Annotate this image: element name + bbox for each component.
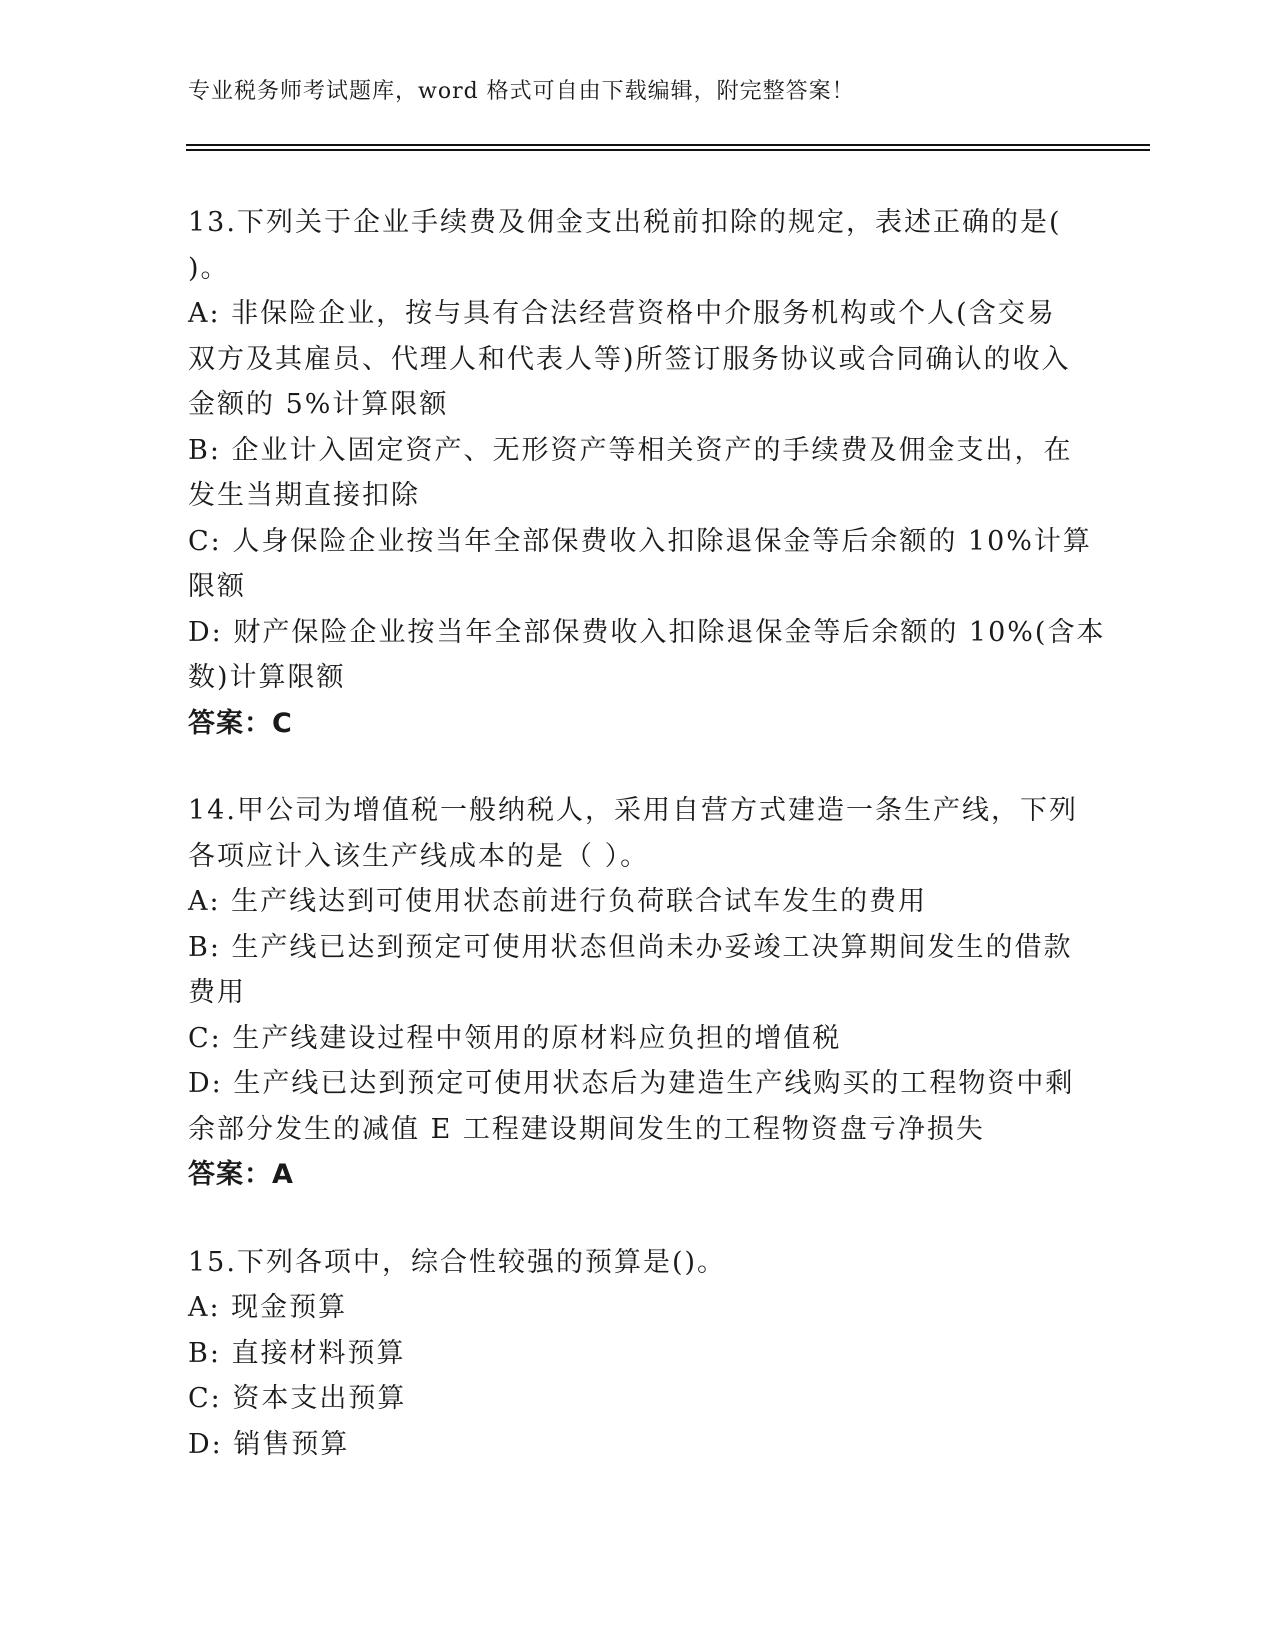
question-14 [188, 788, 1088, 1198]
question-13-option-a-line-2: 双方及其雇员、代理人和代表人等)所签订服务协议或合同确认的收入 [188, 343, 1071, 375]
question-15-option-b: B: 直接材料预算 [188, 1337, 406, 1369]
question-13-option-a-line-3: 金额的 5%计算限额 [188, 389, 449, 420]
question-13-option-c-line-1: C: 人身保险企业按当年全部保费收入扣除退保金等后余额的 10%计算 [188, 525, 1092, 557]
question-14-stem-line-2: 各项应计入该生产线成本的是（ ）。 [188, 840, 650, 872]
question-14-option-d-line-1: D: 生产线已达到预定可使用状态后为建造生产线购买的工程物资中剩 [188, 1068, 1075, 1099]
question-15 [188, 1240, 1088, 1468]
question-13-answer: 答案：C [188, 707, 293, 739]
question-13-option-b-line-2: 发生当期直接扣除 [188, 480, 420, 511]
page-header-text: 专业税务师考试题库，word 格式可自由下载编辑，附完整答案！ [188, 79, 855, 104]
question-13-stem-line-1: 13.下列关于企业手续费及佣金支出税前扣除的规定，表述正确的是( [188, 207, 1062, 238]
question-15-stem: 15.下列各项中，综合性较强的预算是()。 [188, 1246, 727, 1278]
question-13 [188, 200, 1106, 746]
question-14-option-d-line-2: 余部分发生的减值 E 工程建设期间发生的工程物资盘亏净损失 [188, 1113, 985, 1145]
question-13-option-d-line-2: 数)计算限额 [188, 662, 346, 693]
question-13-option-a-line-1: A: 非保险企业，按与具有合法经营资格中介服务机构或个人(含交易 [188, 298, 1056, 329]
question-15-option-c: C: 资本支出预算 [188, 1383, 407, 1414]
question-14-stem-line-1: 14.甲公司为增值税一般纳税人，采用自营方式建造一条生产线，下列 [188, 795, 1078, 826]
question-14-option-b-line-1: B: 生产线已达到预定可使用状态但尚未办妥竣工决算期间发生的借款 [188, 931, 1073, 963]
question-15-option-d: D: 销售预算 [188, 1428, 350, 1460]
question-13-option-d-line-1: D: 财产保险企业按当年全部保费收入扣除退保金等后余额的 10%(含本 [188, 616, 1106, 648]
question-13-stem-line-2: )。 [188, 252, 230, 284]
question-13-option-b-line-1: B: 企业计入固定资产、无形资产等相关资产的手续费及佣金支出，在 [188, 434, 1073, 466]
question-spacer [188, 746, 1088, 788]
question-14-answer: 答案：A [188, 1159, 294, 1190]
question-list [188, 200, 1106, 1467]
question-14-option-a: A: 生产线达到可使用状态前进行负荷联合试车发生的费用 [188, 886, 928, 917]
header-divider [186, 144, 1150, 151]
question-14-option-b-line-2: 费用 [188, 977, 246, 1008]
question-14-option-c: C: 生产线建设过程中领用的原材料应负担的增值税 [188, 1022, 842, 1054]
question-spacer [188, 1198, 1088, 1240]
question-15-option-a: A: 现金预算 [188, 1292, 348, 1323]
question-13-option-c-line-2: 限额 [188, 571, 246, 602]
